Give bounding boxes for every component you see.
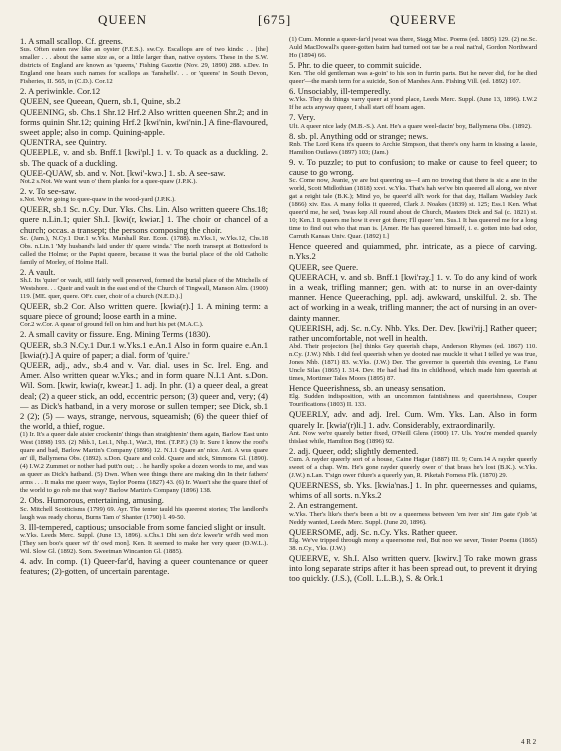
citation-block: Elg. We've tripped through mony a queersome reel, But noo we sever, Tester Poems (1865) 38. n.Cy., Yks. (J.W.)	[289, 536, 537, 552]
dictionary-entry: 2. v. To see-saw.	[20, 186, 77, 197]
dictionary-entry: QUEERISH, adj. Sc. n.Cy. Nhb. Yks. Der. Dev. [kwi'rij.] Rather queer; rather uncomfortable, not well in health.	[289, 322, 537, 344]
citation-block: s.Not. We're going to quee-quaw in the wood-yard (J.P.K.).	[20, 196, 176, 204]
left-column	[20, 36, 268, 736]
citation-block: Cor.2 w.Cor. A quear of ground fell on him and hurt his pet (M.A.C.).	[20, 321, 204, 329]
citation-block: (1) Ir. It's a queer dale aisier crockenin' things than straightenin' them again, Barlow East unto West (1898) 193. (2) Nhb.1, Lei.1, Nhp.1, War.3, Hnt. (T.P.F.) (3) Ir. Sure I know the roof's quare and bad, Barlow Martin's Company (1896) 12. N.I.1 Quare an' nice. Ant. A wus quare an' ill, Ballymena Obs. (1892). s.Don. Quare and cold. Quare and sick, Simmons Gl. (1890). (4) I.W.2 Zummet or nother had putt'n out; . . he hardly spoke a dozen words to me, and was as queer as Dick's hatband. (5) Dwn. When wee things there are making din In their fathers' arms . . . It maks me queer ways, Taylor Poems (1827) 43. (6) Ir. Wasn't she the quare thief of the world to go rob me that way? Barlow Martin's Company (1896) 138.	[20, 431, 268, 495]
citation-block: Not.2 s.Not. We want wun o' them planks for a quee-quaw (J.P.K.).	[20, 178, 198, 186]
dictionary-entry: QUENTRA, see Quintry.	[20, 137, 107, 148]
citation-block: Abd. Their projectors [he] thinks Gey queerish chaps, Anderson Rhymes (ed. 1867) 110. n.Cy. (J.W.) Nhb. I did feel queerish when ye dooted nae muckle it what I telled ye was true, Jones Nhb. (1871) 83. w.Yks. (J.W.) Der. The governor is queerish this evening, Le Fanu Uncle Silas (1865) I. 314. Dev. He had had fits in childhood, which made him queerish at times, Mortimer Tales Moors (1895) 87.	[289, 343, 537, 383]
dictionary-entry: QUEERVE, v. Sh.I. Also written querv. [kwirv.] To rake mown grass into long separate strips after it has been spread out, to prevent it drying too quickly. (J.S.), (Coll. L.L.B.), S. & Ork.1	[289, 552, 537, 584]
dictionary-entry: Hence Queerishness, sb. an uneasy sensation.	[289, 383, 446, 394]
citation-block: w.Yks. Ther's like's ther's been a bit ov a queerness between 'em iver sin' Jim gate t'job 'at Neddy wanted, Leeds Merc. Suppl. (June 20, 1896).	[289, 510, 537, 526]
dictionary-entry: 2. An estrangement.	[289, 500, 358, 511]
running-head-right: QUEERVE	[390, 12, 457, 27]
dictionary-entry: QUEENING, sb. Chs.1 Shr.12 Hrf.2 Also written queenen Shr.2; and in forms quinin Shr.12; quining Hrf.2 [kwi'nin, kwi'nin.] A fine-flavoured, sweet apple; also in comp. Quining-apple.	[20, 106, 268, 138]
right-column	[289, 36, 537, 736]
dictionary-entry: 2. A vault.	[20, 266, 56, 277]
dictionary-entry: 2. A periwinkle. Cor.12	[20, 86, 101, 97]
dictionary-entry: QUEER, adj., adv., sb.4 and v. Var. dial. uses in Sc. Irel. Eng. and Amer. Also written quear w.Yks.; and in form quare N.I.1 Ant. s.Don. Wil. Som. [kwir, kwia(r, kweər.] 1. adj. In phr. (1) a queer deal, a great deal; (2) a queer stick, an odd, eccentric person; (3) queer and, very; (4) — as Dick's hatband, in a very morose or sullen temper; see Dick, sb.1 2 (2); (5) — ways, strange, nervous, squeamish; (6) the queer thief of the world, a thief, rogue.	[20, 360, 268, 432]
citation-block: Sc. Come now, Jeanie, ye are but queering us—I am no trowing that there is sic a ane in the world, Scott Midlothian (1818) xxvi. w.Yks. That's hah we've bin queered all along, we niver gat a reight tale (B.K.); Mind yo, be queer'd all't work for that day, Hallam Wadsley Jack (1866) xiv. Ess. A many folks it queered, Clark J. Noakes (1839) st. 125; Ess.1 Ken. What queer'd me, he sed, 'twas kep All round about de Church, Masters Dick and Sal (c. 1821) st. 10; Ken.1 It queers me how it ever got there; I'll queer 'em. Sus.1 It has queered me for a long time to find out who that man is. [Amer. He has queered himself, i. e. gotten into bad odor, Carruth Kansas Univ. Quar. (1892) I.]	[289, 177, 537, 241]
citation-block: Ult. A queer nice lady (M.B.-S.). Ant. He's a quare weel-dacin' boy, Ballymena Obs. (1892).	[289, 122, 532, 130]
citation-block: Ant. Now we're quarely better fixed, O'Neill Glens (1900) 17. Uls. You're mended quarely thislast while, Hamilton Bog (1896) 92.	[289, 429, 537, 445]
citation-block: Rnb. The Lord Kens it's queers to Archie Simpson, that there's ony harm in kissing a lassie, Hamilton Outlaws (1897) 103; (Jam.)	[289, 140, 537, 156]
dictionary-entry: 9. v. To puzzle; to put to confusion; to make or cause to feel queer; to cause to go wrong.	[289, 156, 537, 178]
dictionary-entry: 6. Unsociably, ill-temperedly.	[289, 86, 391, 97]
signature-mark: 4 R 2	[521, 738, 537, 746]
dictionary-entry: QUEERSOME, adj. Sc. n.Cy. Yks. Rather queer.	[289, 526, 458, 537]
dictionary-entry: QUEER, sb.3 N.Cy.1 Dur.1 w.Yks.1 e.An.1 Also in form quaire e.An.1 [kwia(r).] A quire of paper; a dial. form of 'quire.'	[20, 339, 268, 360]
dictionary-entry: Hence queered and quiammed, phr. intricate, as a piece of carving. n.Yks.2	[289, 241, 537, 262]
dictionary-entry: 3. Ill-tempered, captious; unsociable from some fancied slight or insult.	[20, 521, 266, 532]
dictionary-entry: 5. Phr. to die queer, to commit suicide.	[289, 60, 422, 70]
dictionary-entry: QUEEN, see Queean, Quern, sb.1, Quine, sb.2	[20, 96, 181, 107]
dictionary-entry: 8. sb. pl. Anything odd or strange; news.	[289, 130, 429, 141]
citation-block: Sus. Often eaten raw like an oyster (F.E.S.). sw.Cy. Escallops are of two kinds: . . [the] smaller . . . about the same size as, or a little larger than, native oysters. These in the S.W. districts of England are known as 'queens,' Fishing Gazette (Nov. 29, 1890) 288. s.Dev. In England one hears such names for scallops as 'fanshells'. . . or 'queens' in South Devon, Fisheries, II. 565, in (C.D.). Cor.12	[20, 46, 268, 86]
citation-block: Elg. Sudden indisposition, with an uncommon faintishness and queerishness, Couper Tourifications (1803) II. 133.	[289, 393, 537, 409]
citation-block: w.Yks. Leeds Merc. Suppl. (June 13, 1896). s.Chs.1 Dhi sen do'z kwee'ir wi'dh wed mon [They sen boo's queer wi' th' owd mon]. Ken. It seemed to make her very queer (D.W.L.). Wil. Slow Gl. (1892). Som. Sweetman Wincanton Gl. (1885).	[20, 531, 268, 555]
dictionary-entry: QUEERACH, v. and sb. Bnff.1 [kwi'rəχ.] 1. v. To do any kind of work in a weak, trifling manner; gen. with at: to nurse in an over-dainty manner. Hence Queeraching, ppl. adj. awkward, unskilful. 2. sb. The act of working in a weak, trifling manner; the act of nursing in an over-dainty manner.	[289, 271, 537, 323]
dictionary-entry: QUEEPLE, v. and sb. Bnff.1 [kwi'pl.] 1. v. To quack as a duckling. 2. sb. The quack of a duckling.	[20, 147, 268, 168]
running-head-left: QUEEN	[98, 12, 148, 27]
citation-block: w.Yks. They du things varry queer at yond place, Leeds Merc. Suppl. (June 13, 1896). I.W.2 If he acts anyway queer, I shall start off hoam agen.	[289, 96, 537, 112]
page-number: [675]	[258, 12, 292, 27]
dictionary-entry: QUEERNESS, sb. Yks. [kwia'nas.] 1. In phr. queernesses and quiams, whims of all sorts. n.Yks.2	[289, 480, 537, 501]
dictionary-entry: QUEE-QUAW, sb. and v. Not. [kwi'-kwɔ.] 1. sb. A see-saw.	[20, 167, 226, 178]
dictionary-entry: 2. adj. Queer, odd; slightly demented.	[289, 445, 419, 456]
citation-block: Sh.I. Its 'quier' or vault, still fairly well preserved, formed the burial place of the Mitchells of Westshore. . . Queir and vault in the east end of the Church of Tingwall, Manson Alm. (1900) 119. [ME. quer, quere. OFr. cuer, choir of a church (N.E.D.).]	[20, 277, 268, 301]
citation-block: Sc. Mitchell Scotticisms (1799) 69. Ayr. The tenter tauld his queerest stories; The landlord's laugh was ready chorus, Burns Tam o' Shanter (1790) l. 49-50.	[20, 505, 268, 521]
citation-block: Sc. (Jam.), N.Cy.1 Dur.1 w.Yks. Marshall Rur. Econ. (1788). m.Yks.1, w.Yks.12, Chs.18 Obs. n.Lin.1 'My husband's laid under th' quere winda.' The north transept at Bottesford is called the Holme; or the Papist queere, because it was the burial place of the old Catholic family of Morley, of Holme Hall.	[20, 234, 268, 266]
dictionary-entry: 2. A small cavity or fissure. Eng. Mining Terms (1830).	[20, 329, 211, 340]
citation-block: Ken. 'The old gentleman was a-goin' to his son in furrin parts. But he never did, for he died queer'—the marsh term for a suicide, Son of Marshes Ann. Fishing Vill. (ed. 1892) 107.	[289, 70, 537, 86]
dictionary-entry: QUEER, sb.2 Cor. Also written quere. [kwia(r).] 1. A mining term: a square piece of ground; loose earth in a mine.	[20, 301, 268, 322]
dictionary-entry: QUEERLY, adv. and adj. Irel. Cum. Wm. Yks. Lan. Also in form quarely Ir. [kwia'(r)li.] 1. adv. Considerably, extraordinarily.	[289, 409, 537, 430]
dictionary-entry: 7. Very.	[289, 112, 316, 123]
dictionary-entry: QUEER, sb.1 Sc. n.Cy. Dur. Yks. Chs. Lin. Also written queere Chs.18; quere n.Lin.1; quier Sh.I. [kwi(r, kwiər.] 1. The choir or chancel of a church; occas. a transept; the persons composing the choir.	[20, 204, 268, 235]
citation-block: Cum. A rayder queerly sort of a house, Caine Hagar (1887) III. 9; Cum.14 A rayder queerly sweet of a chap. Wm. He's gone rayder queerly ower o' that brass he's lost (B.K.). w.Yks. (J.W.) n.Lan. T'sign ower t'dure's a queerly yan, R. Piketah Forness Flk. (1870) 29.	[289, 456, 537, 480]
citation-block: (1) Cum. Monnie a queer-far'd jwoat was there, Stagg Misc. Poems (ed. 1805) 129. (2) ne.Sc. Auld MacDowall's queer-gotten bairn had turned oot tae be a real nat'ral, Gordon Northward Ho (1894) 66.	[289, 36, 537, 59]
dictionary-entry: 2. Obs. Humorous, entertaining, amusing.	[20, 495, 164, 506]
page-header	[0, 8, 561, 30]
dictionary-entry: 4. adv. In comp. (1) Queer-far'd, having a queer countenance or queer features; (2)-gotten, of uncertain parentage.	[20, 555, 268, 577]
dictionary-entry: QUEER, see Quere.	[289, 261, 359, 272]
dictionary-entry: 1. A small scallop. Cf. greens.	[20, 36, 123, 46]
